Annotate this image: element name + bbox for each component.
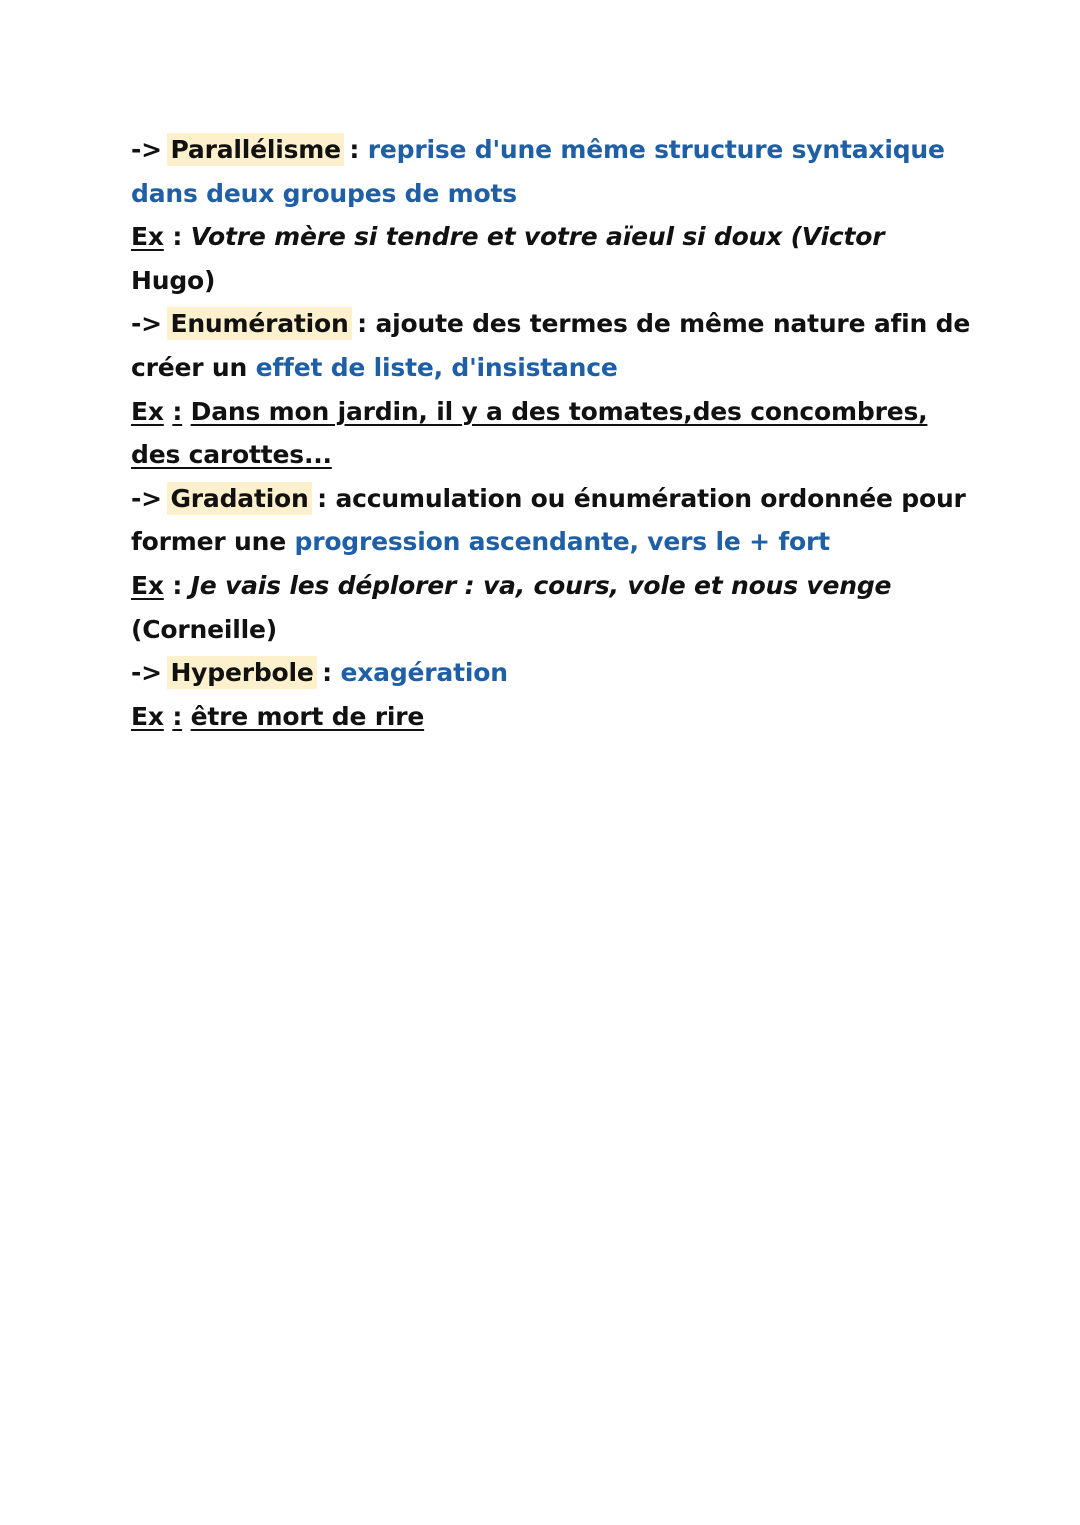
gradation-heading: -> Gradation : accumulation ou énumération ordonnée pour	[131, 483, 966, 513]
gradation-definition-cont: former une progression ascendante, vers le + fort	[131, 527, 830, 557]
figures-of-speech-notes	[131, 128, 971, 738]
parallelisme-definition-cont: dans deux groupes de mots	[131, 178, 517, 208]
parallelisme-definition: reprise d'une même structure syntaxique	[367, 135, 945, 164]
gradation-term: Gradation	[167, 482, 311, 515]
gradation-example-cont: (Corneille)	[131, 614, 277, 644]
enumeration-example: Ex : Dans mon jardin, il y a des tomates,des concombres,	[131, 396, 928, 426]
ex-label: Ex	[131, 701, 164, 731]
parallelisme-example-cont: Hugo)	[131, 265, 216, 295]
enumeration-heading: -> Enumération : ajoute des termes de même nature afin de	[131, 309, 971, 339]
hyperbole-heading: -> Hyperbole : exagération	[131, 658, 508, 688]
enumeration-term: Enumération	[167, 307, 351, 340]
hyperbole-example: Ex : être mort de rire	[131, 701, 425, 731]
enumeration-definition: ajoute des termes de même nature afin de	[375, 309, 971, 339]
parallelisme-heading: -> Parallélisme : reprise d'une même structure syntaxique	[131, 135, 945, 164]
hyperbole-definition: exagération	[340, 658, 508, 688]
arrow-icon: ->	[131, 309, 162, 339]
parallelisme-term: Parallélisme	[167, 133, 343, 166]
arrow-icon: ->	[131, 483, 162, 513]
hyperbole-term: Hyperbole	[167, 656, 316, 689]
gradation-definition: accumulation ou énumération ordonnée pour	[335, 483, 966, 513]
ex-label: Ex	[131, 570, 164, 600]
ex-label: Ex	[131, 222, 164, 252]
ex-label: Ex	[131, 396, 164, 426]
arrow-icon: ->	[131, 135, 162, 164]
parallelisme-example: Ex : Votre mère si tendre et votre aïeul si doux (Victor	[131, 222, 885, 252]
gradation-example: Ex : Je vais les déplorer : va, cours, vole et nous venge	[131, 570, 892, 600]
arrow-icon: ->	[131, 658, 162, 688]
enumeration-example-cont: des carottes...	[131, 440, 332, 470]
enumeration-definition-cont: créer un effet de liste, d'insistance	[131, 352, 618, 382]
